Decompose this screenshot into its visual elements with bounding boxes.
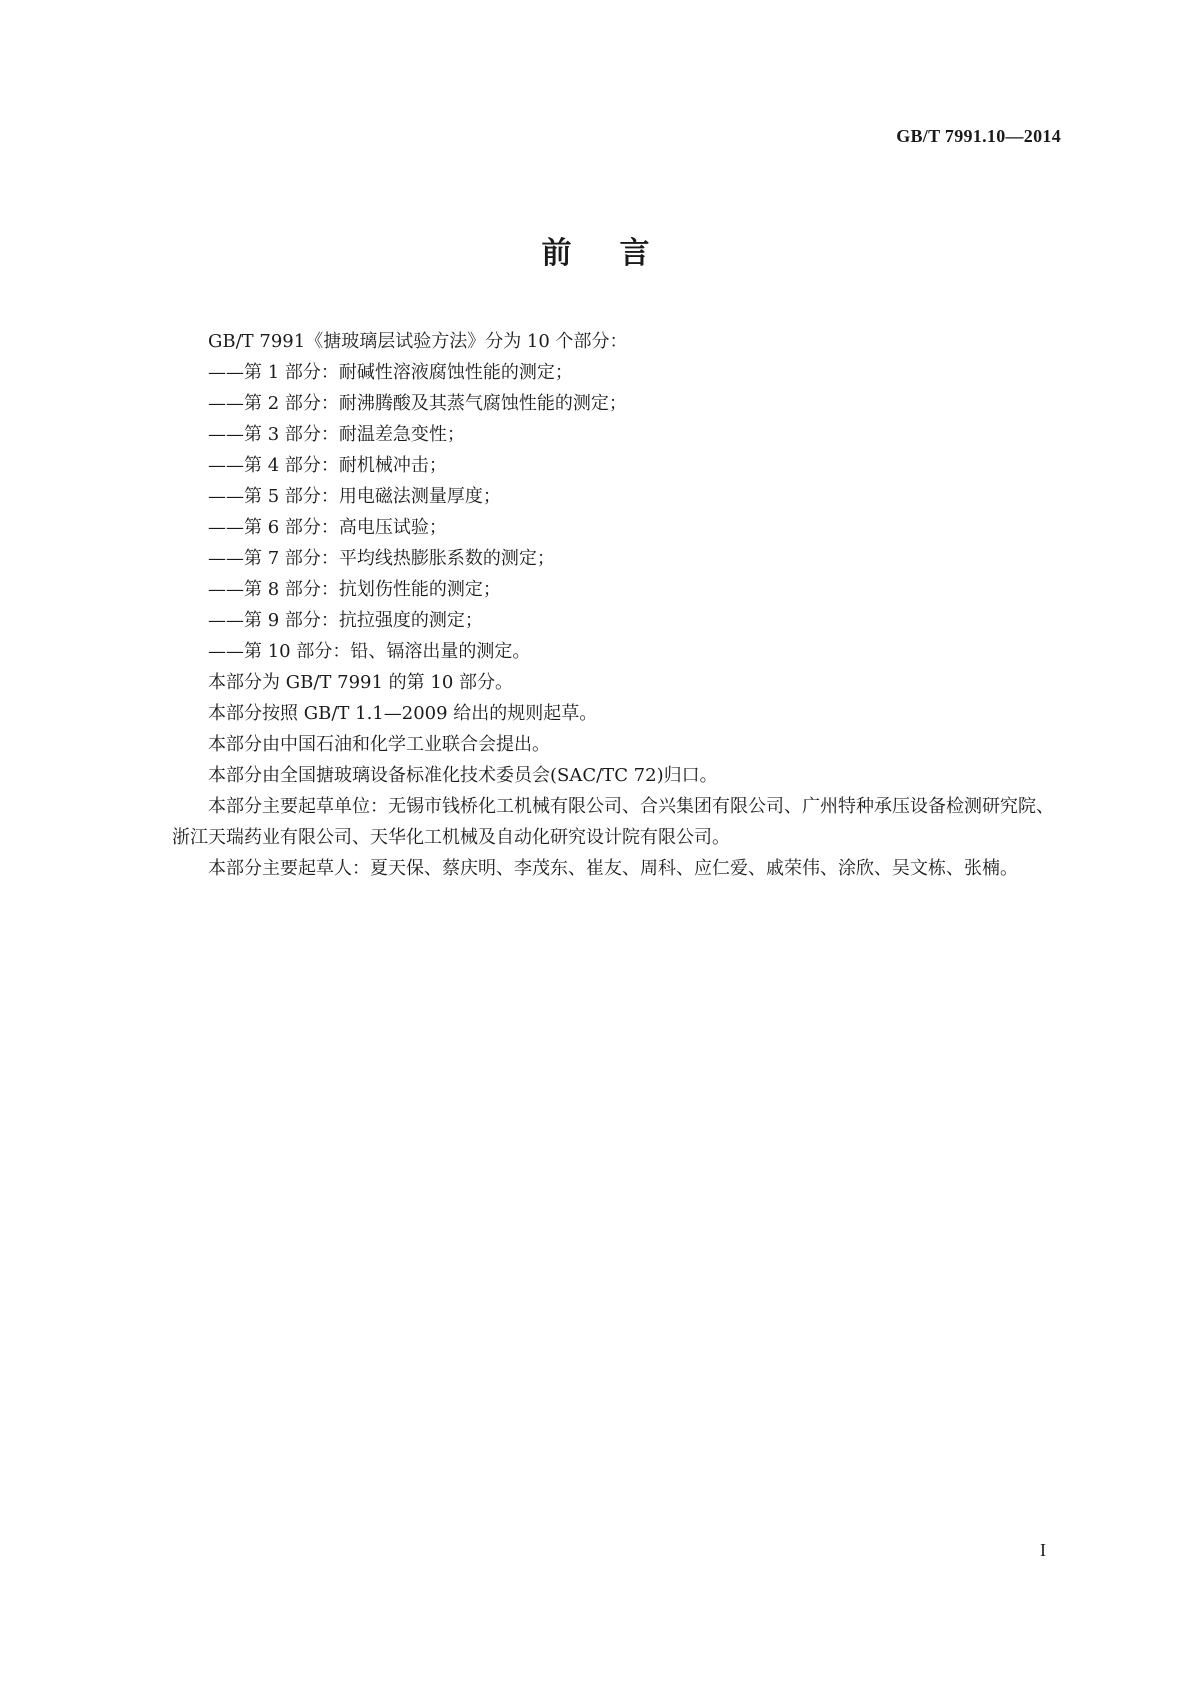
- part-item-5: ——第 5 部分：用电磁法测量厚度；: [208, 486, 501, 507]
- intro-paragraph: GB/T 7991《搪玻璃层试验方法》分为 10 个部分：: [208, 331, 628, 352]
- part-item-8: ——第 8 部分：抗划伤性能的测定；: [208, 579, 501, 600]
- statement-part-number: 本部分为 GB/T 7991 的第 10 部分。: [208, 672, 513, 693]
- part-item-2: ——第 2 部分：耐沸腾酸及其蒸气腐蚀性能的测定；: [208, 393, 627, 414]
- statement-drafting-rules: 本部分按照 GB/T 1.1—2009 给出的规则起草。: [208, 703, 598, 724]
- part-item-10: ——第 10 部分：铅、镉溶出量的测定。: [208, 641, 531, 662]
- statement-drafting-units: 本部分主要起草单位：无锡市钱桥化工机械有限公司、合兴集团有限公司、广州特种承压设备检测研究院、浙江天瑞药业有限公司、天华化工机械及自动化研究设计院有限公司。: [172, 796, 1054, 848]
- foreword-body: [172, 326, 1062, 884]
- statement-proposer: 本部分由中国石油和化学工业联合会提出。: [208, 734, 550, 755]
- standard-number: GB/T 7991.10—2014: [896, 126, 1061, 146]
- part-item-4: ——第 4 部分：耐机械冲击；: [208, 455, 447, 476]
- part-item-6: ——第 6 部分：高电压试验；: [208, 517, 447, 538]
- part-item-3: ——第 3 部分：耐温差急变性；: [208, 424, 465, 445]
- statement-committee: 本部分由全国搪玻璃设备标准化技术委员会(SAC/TC 72)归口。: [208, 765, 718, 786]
- page-title: 前言: [541, 236, 698, 271]
- page-number: I: [1040, 1540, 1046, 1560]
- part-item-1: ——第 1 部分：耐碱性溶液腐蚀性能的测定；: [208, 362, 573, 383]
- part-item-9: ——第 9 部分：抗拉强度的测定；: [208, 610, 483, 631]
- statement-drafters: 本部分主要起草人：夏天保、蔡庆明、李茂东、崔友、周科、应仁爱、戚荣伟、涂欣、吴文栋、张楠。: [208, 858, 1018, 879]
- part-item-7: ——第 7 部分：平均线热膨胀系数的测定；: [208, 548, 555, 569]
